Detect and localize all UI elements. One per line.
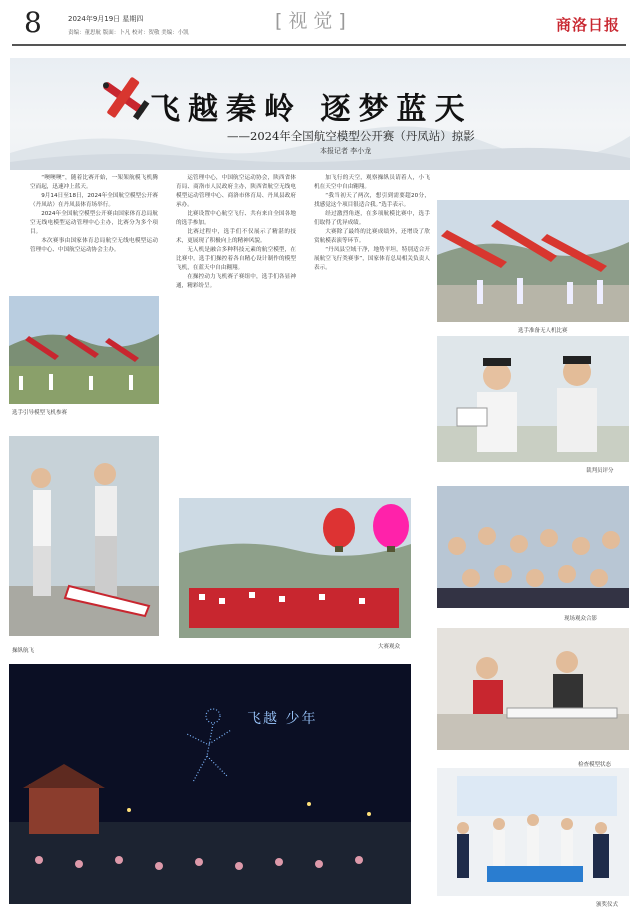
newspaper-logo: 商洛日报 [555, 16, 620, 34]
photo-planes-field [9, 296, 159, 404]
airplane-icon [94, 68, 154, 128]
drone-show-text: 飞越 少年 [247, 711, 318, 727]
photo-referees-art [437, 336, 629, 462]
headline-title: 飞越秦岭 逐梦蓝天 [150, 92, 473, 127]
photo-parade-planes-art [437, 200, 629, 322]
photo-award-ceremony-art [437, 768, 629, 896]
photo-crowd-spectators [437, 486, 629, 608]
caption-4: 大赛观众 [378, 644, 401, 650]
caption-9: 颁奖仪式 [596, 902, 619, 908]
header-divider [12, 44, 626, 46]
article-column-1 [30, 174, 158, 292]
paragraph: 无人机是融合多种科技元素的航空模型，在比赛中，选手们操控着各自精心设计制作的模型飞机，在蓝天中自由翱翔。 [176, 247, 296, 271]
photo-crowd-spectators-art [437, 486, 629, 608]
article-column-3 [314, 174, 430, 498]
photo-balloons-crowd-art [179, 498, 411, 638]
photo-model-check [437, 628, 629, 750]
caption-1: 选手引导模型飞机参赛 [12, 410, 68, 416]
paragraph: 运管理中心，中国航空运动协会，陕西省体育局、商洛市人民政府主办，陕西省航空无线电模型运动管理中心、商洛市体育局、丹凤县政府承办。 [176, 175, 296, 208]
article-column-2 [176, 174, 296, 436]
paragraph: “我当初天了两次，想引到需要超20分，找感觉这个项目很适合我。”选手表示。 [314, 193, 430, 208]
caption-6: 现场观众合影 [564, 616, 598, 622]
paragraph: 比赛过程中，选手们不仅展示了精湛的技术，更展现了积极向上的精神风貌。 [176, 229, 296, 244]
paragraph: 经过激烈角逐，在多项航模比赛中，选手们取得了优异成绩。 [314, 211, 430, 226]
page-number: 8 [24, 6, 42, 39]
paragraph: “丹凤县空域干净，地势平坦，特别适合开展航空飞行类赛事”，国家体育总局相关负责人表示。 [314, 247, 430, 271]
section-label: [视觉] [275, 10, 352, 32]
photo-planes-field-art [9, 296, 159, 404]
paragraph: “噢噢噢”，随着比赛开始，一架架航模飞机腾空而起，迅速冲上蓝天。 [30, 175, 158, 190]
photo-model-check-art [437, 628, 629, 750]
photo-pilots-with-plane-art [9, 436, 159, 636]
issue-date: 2024年9月19日 星期四 [68, 15, 144, 23]
photo-award-ceremony [437, 768, 629, 896]
byline: 本报记者 李小龙 [320, 147, 372, 155]
page-header [0, 0, 638, 46]
paragraph: 大赛除了最终的比赛成绩外，还增设了欣赏航模表演等环节。 [314, 229, 430, 244]
headline-subtitle: ——2024年全国航空模型公开赛（丹凤站）掠影 [227, 129, 475, 143]
photo-drone-show [9, 664, 411, 904]
paragraph: 加飞行的天空，观察操纵员请着人，小飞机在天空中自由翱翔。 [314, 175, 430, 190]
caption-8: 检查模型状态 [578, 762, 612, 768]
photo-balloons-crowd [179, 498, 411, 638]
photo-pilots-with-plane [9, 436, 159, 636]
photo-parade-planes [437, 200, 629, 322]
paragraph: 比赛设置中心航空飞行、共有来自全国各地的选手参加。 [176, 211, 296, 226]
caption-2: 选手准备无人机比赛 [518, 328, 568, 334]
paragraph: 9月14日至18日，2024年全国航空模型公开赛（丹凤站）在丹凤县体育场举行。 [30, 193, 158, 208]
paragraph: 本次赛事由国家体育总局航空无线电模型运动管理中心、中国航空运动协会主办。 [30, 238, 158, 253]
photo-drone-show-art [9, 664, 411, 904]
editor-credits: 责编：董思航 版面：卜凡 校对：贺敬 美编：小凯 [68, 30, 189, 36]
paragraph: 在操控动力飞机赛子赛组中，选手们各显神通，精彩纷呈。 [176, 274, 296, 289]
paragraph: 2024年全国航空模型公开赛由国家体育总局航空无线电模型运动管理中心主办，比赛分为多个项目。 [30, 211, 158, 235]
caption-5: 裁判员评分 [586, 468, 614, 474]
photo-referees [437, 336, 629, 462]
caption-3: 操纵航飞 [12, 648, 35, 654]
